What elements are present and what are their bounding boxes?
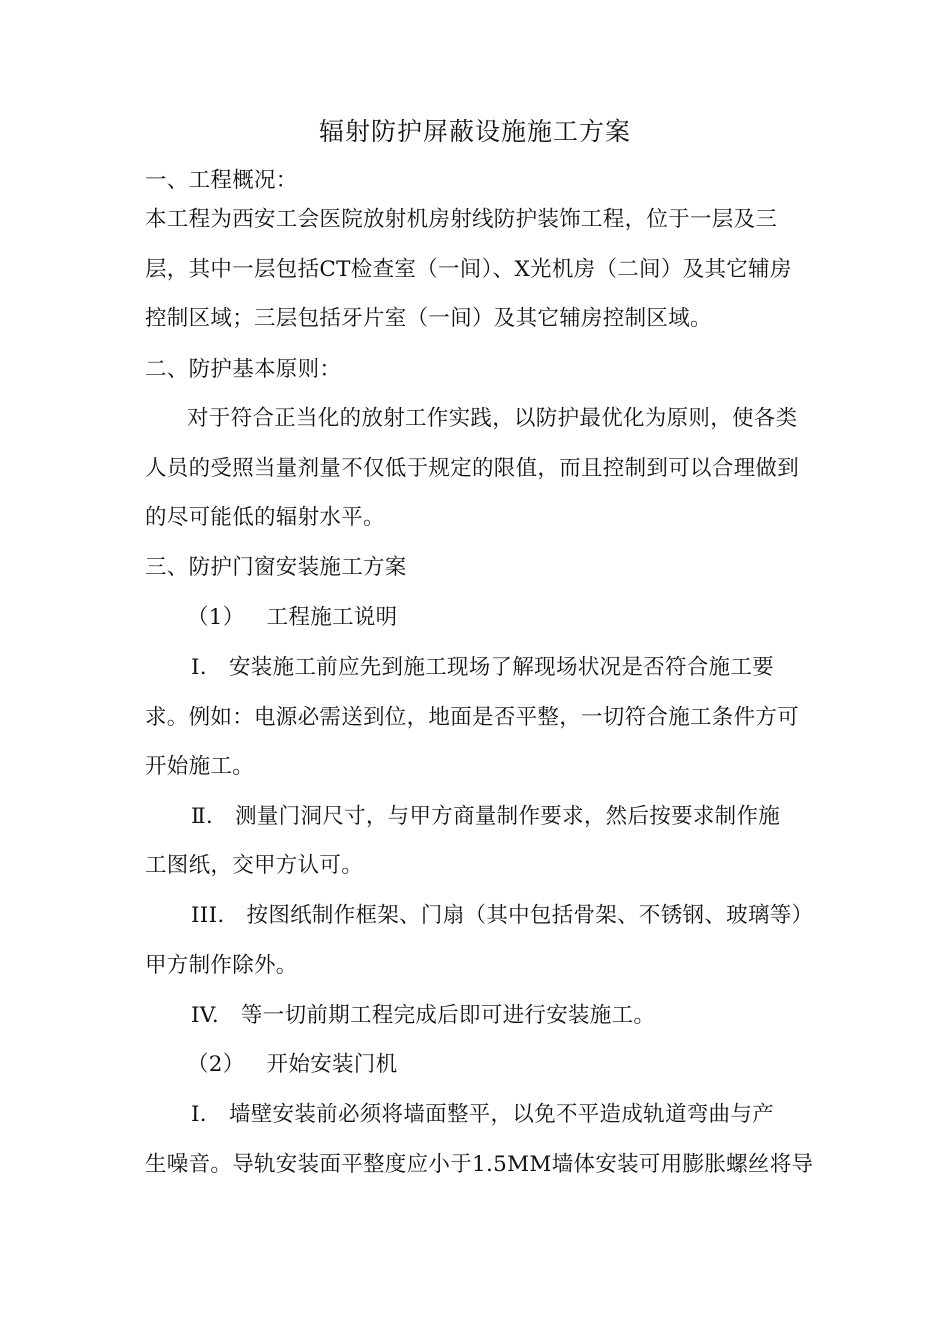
paragraph-line: 甲方制作除外。 — [145, 953, 298, 978]
document-title: 辐射防护屏蔽设施施工方案 — [318, 117, 631, 146]
item-number: Ⅰ. — [191, 1102, 207, 1127]
paragraph-line: 本工程为西安工会医院放射机房射线防护装饰工程，位于一层及三 — [145, 207, 778, 232]
item-text: 等一切前期工程完成后即可进行安装施工。 — [241, 1003, 656, 1028]
item-number: IV. — [191, 1003, 219, 1028]
item-number: Ⅱ. — [191, 804, 214, 829]
paragraph-line: 对于符合正当化的放射工作实践，以防护最优化为原则，使各类 — [187, 406, 798, 431]
paragraph-line: 控制区域；三层包括牙片室（一间）及其它辅房控制区域。 — [145, 306, 712, 331]
subsection-2-heading — [187, 1045, 397, 1085]
subsection-number: （1） — [187, 605, 245, 630]
paragraph-line: 工图纸，交甲方认可。 — [145, 853, 364, 878]
subsection-number: （2） — [187, 1052, 245, 1077]
item-text: 安装施工前应先到施工现场了解现场状况是否符合施工要 — [228, 655, 774, 680]
paragraph-line: 开始施工。 — [145, 754, 255, 779]
list-item — [191, 648, 774, 688]
subsection-1-heading — [187, 598, 397, 638]
item-number: Ⅰ. — [191, 655, 207, 680]
section-2-heading: 二、防护基本原则： — [145, 357, 342, 382]
item-text: 墙壁安装前必须将墙面整平，以免不平造成轨道弯曲与产 — [228, 1102, 774, 1127]
paragraph-line: 人员的受照当量剂量不仅低于规定的限值，而且控制到可以合理做到 — [145, 456, 800, 481]
list-item — [191, 896, 813, 936]
item-number: III. — [191, 903, 225, 928]
paragraph-line: 层，其中一层包括CT检查室（一间）、X光机房（二间）及其它辅房 — [145, 257, 792, 282]
paragraph-line: 求。例如：电源必需送到位，地面是否平整，一切符合施工条件方可 — [145, 705, 800, 730]
section-3-heading: 三、防护门窗安装施工方案 — [145, 555, 407, 580]
list-item — [191, 1095, 774, 1135]
section-1-heading: 一、工程概况： — [145, 168, 298, 193]
list-item — [191, 996, 655, 1036]
item-text: 测量门洞尺寸，与甲方商量制作要求，然后按要求制作施 — [235, 804, 781, 829]
subsection-title: 开始安装门机 — [266, 1052, 398, 1077]
list-item — [191, 797, 780, 837]
paragraph-line: 生噪音。导轨安装面平整度应小于1.5MM墙体安装可用膨胀螺丝将导 — [145, 1152, 814, 1177]
paragraph-line: 的尽可能低的辐射水平。 — [145, 505, 385, 530]
subsection-title: 工程施工说明 — [266, 605, 398, 630]
item-text: 按图纸制作框架、门扇（其中包括骨架、不锈钢、玻璃等） — [246, 903, 814, 928]
